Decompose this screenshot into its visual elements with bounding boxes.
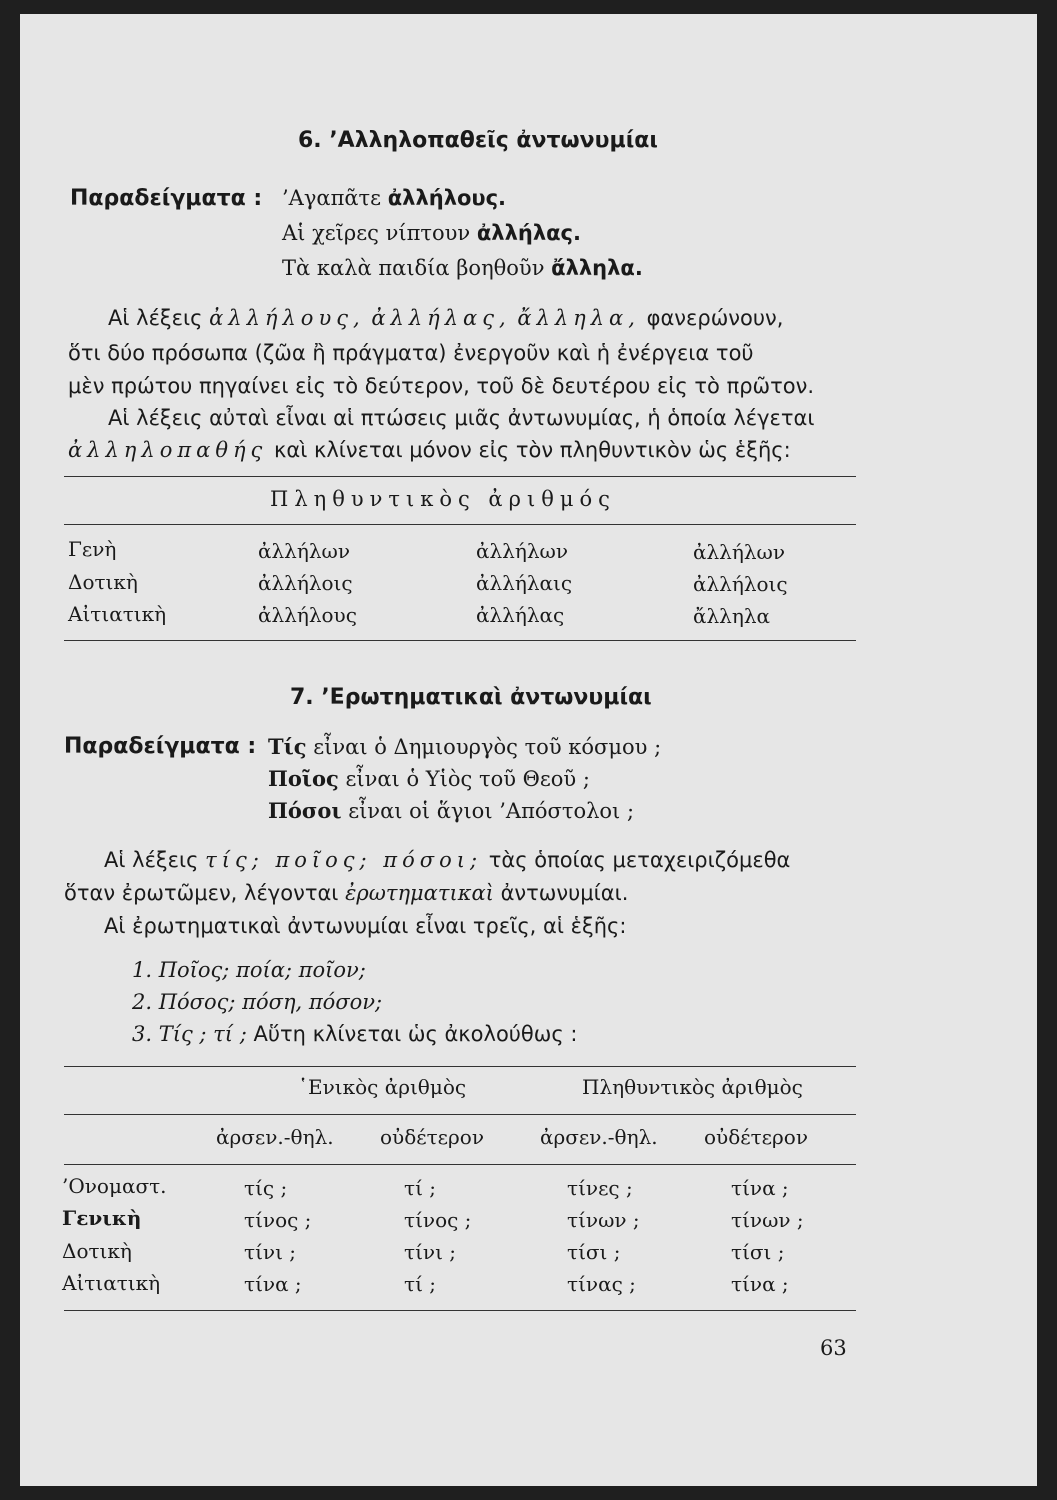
table2-cell: τίσι ; — [731, 1240, 785, 1264]
table2-cell: τίνος ; — [244, 1208, 312, 1232]
table2-subheader-rule — [64, 1164, 856, 1165]
section7-para1-line1: Αἱ λέξεις τίς; ποῖος; πόσοι; τὰς ὁποίας μεταχειριζόμεθα — [104, 848, 791, 872]
table1-top-rule — [64, 476, 856, 477]
table1-cell: ἀλλήλοις — [693, 572, 788, 596]
table1-cell: ἀλλήλους — [258, 603, 357, 627]
table2-cell: τίνι ; — [404, 1240, 457, 1264]
table1-header: Πληθυντικὸς ἀριθμός — [270, 487, 616, 511]
table2-cell: τί ; — [404, 1176, 437, 1200]
table2-row-case: Δοτικὴ — [62, 1239, 132, 1263]
table2-row-case: ’Ονομαστ. — [62, 1174, 167, 1198]
section7-title: 7. ’Ερωτηματικαὶ ἀντωνυμίαι — [290, 685, 652, 710]
table2-top-rule — [64, 1066, 856, 1067]
table1-cell: ἀλλήλων — [693, 540, 785, 564]
section7-para2: Αἱ ἐρωτηματικαὶ ἀντωνυμίαι εἶναι τρεῖς, αἱ ἑξῆς: — [104, 914, 627, 938]
list-item-2: 2. Πόσος; πόση, πόσον; — [132, 990, 383, 1014]
section7-para1-line2: ὅταν ἐρωτῶμεν, λέγονται ἐρωτηματικαὶ ἀντωνυμίαι. — [64, 881, 629, 905]
table2-cell: τίνες ; — [567, 1176, 633, 1200]
table2-subheader: ἀρσεν.-θηλ. — [216, 1125, 334, 1149]
table1-header-rule — [64, 524, 856, 525]
section7-example-2: Ποῖος εἶναι ὁ Υἱὸς τοῦ Θεοῦ ; — [268, 766, 590, 791]
table1-cell: ἀλλήλων — [258, 539, 350, 563]
list-item-1: 1. Ποῖος; ποία; ποῖον; — [132, 958, 366, 982]
list-item-3: 3. Τίς ; τί ; Αὕτη κλίνεται ὡς ἀκολούθως : — [132, 1022, 578, 1046]
section6-example-1: ’Αγαπᾶτε ἀλλήλους. — [282, 186, 507, 210]
table2-subheader: ἀρσεν.-θηλ. — [540, 1125, 658, 1149]
table2-plural-header: Πληθυντικὸς ἀριθμὸς — [582, 1075, 803, 1099]
table2-subheader: οὐδέτερον — [704, 1125, 808, 1149]
table2-singular-header: ῾Ενικὸς ἀριθμὸς — [298, 1075, 467, 1099]
section6-para2-line2: ἀλληλοπαθής καὶ κλίνεται μόνον εἰς τὸν πληθυντικὸν ὡς ἑξῆς: — [68, 438, 791, 462]
table2-row-case: Γενικὴ — [62, 1206, 142, 1230]
table1-cell: ἀλλήλων — [476, 539, 568, 563]
table1-row-case: Γενὴ — [68, 537, 117, 561]
section7-examples-label: Παραδείγματα : — [64, 734, 257, 759]
table2-cell: τίνων ; — [731, 1208, 804, 1232]
table2-header-rule — [64, 1114, 856, 1115]
table2-cell: τίς ; — [244, 1176, 288, 1200]
table2-cell: τίσι ; — [567, 1240, 621, 1264]
table1-row-case: Αἰτιατικὴ — [68, 602, 167, 626]
table1-cell: ἄλληλα — [693, 604, 771, 628]
table1-bottom-rule — [64, 640, 856, 641]
section6-examples-label: Παραδείγματα : — [70, 186, 263, 211]
section6-para1-line2: ὅτι δύο πρόσωπα (ζῶα ἢ πράγματα) ἐνεργοῦν καὶ ἡ ἐνέργεια τοῦ — [68, 341, 754, 365]
section7-example-1: Τίς εἶναι ὁ Δημιουργὸς τοῦ κόσμου ; — [268, 734, 662, 759]
table2-subheader: οὐδέτερον — [380, 1125, 484, 1149]
table1-cell: ἀλλήλαις — [476, 571, 573, 595]
table2-cell: τίνος ; — [404, 1208, 472, 1232]
table2-row-case: Αἰτιατικὴ — [62, 1271, 161, 1295]
section6-para2-line1: Αἱ λέξεις αὐταὶ εἶναι αἱ πτώσεις μιᾶς ἀντωνυμίας, ἡ ὁποία λέγεται — [108, 406, 815, 430]
table2-cell: τί ; — [404, 1272, 437, 1296]
table1-row-case: Δοτικὴ — [68, 570, 138, 594]
section6-example-3: Τὰ καλὰ παιδία βοηθοῦν ἄλληλα. — [282, 256, 643, 280]
page-number: 63 — [820, 1336, 847, 1360]
table2-cell: τίνα ; — [244, 1272, 302, 1296]
section6-para1-line3: μὲν πρώτου πηγαίνει εἰς τὸ δεύτερον, τοῦ δὲ δευτέρου εἰς τὸ πρῶτον. — [68, 374, 815, 398]
table2-cell: τίνων ; — [567, 1208, 640, 1232]
section6-para1-line1: Αἱ λέξεις ἀλλήλους, ἀλλήλας, ἄλληλα, φανερώνουν, — [108, 306, 784, 330]
table2-cell: τίνας ; — [567, 1272, 636, 1296]
section6-example-2: Αἱ χεῖρες νίπτουν ἀλλήλας. — [282, 221, 581, 245]
table2-bottom-rule — [64, 1310, 856, 1311]
table1-cell: ἀλλήλοις — [258, 571, 353, 595]
table2-cell: τίνι ; — [244, 1240, 297, 1264]
table2-cell: τίνα ; — [731, 1176, 789, 1200]
section6-title: 6. ’Αλληλοπαθεῖς ἀντωνυμίαι — [298, 128, 658, 153]
table1-cell: ἀλλήλας — [476, 603, 565, 627]
table2-cell: τίνα ; — [731, 1272, 789, 1296]
section7-example-3: Πόσοι εἶναι οἱ ἅγιοι ’Απόστολοι ; — [268, 798, 635, 823]
